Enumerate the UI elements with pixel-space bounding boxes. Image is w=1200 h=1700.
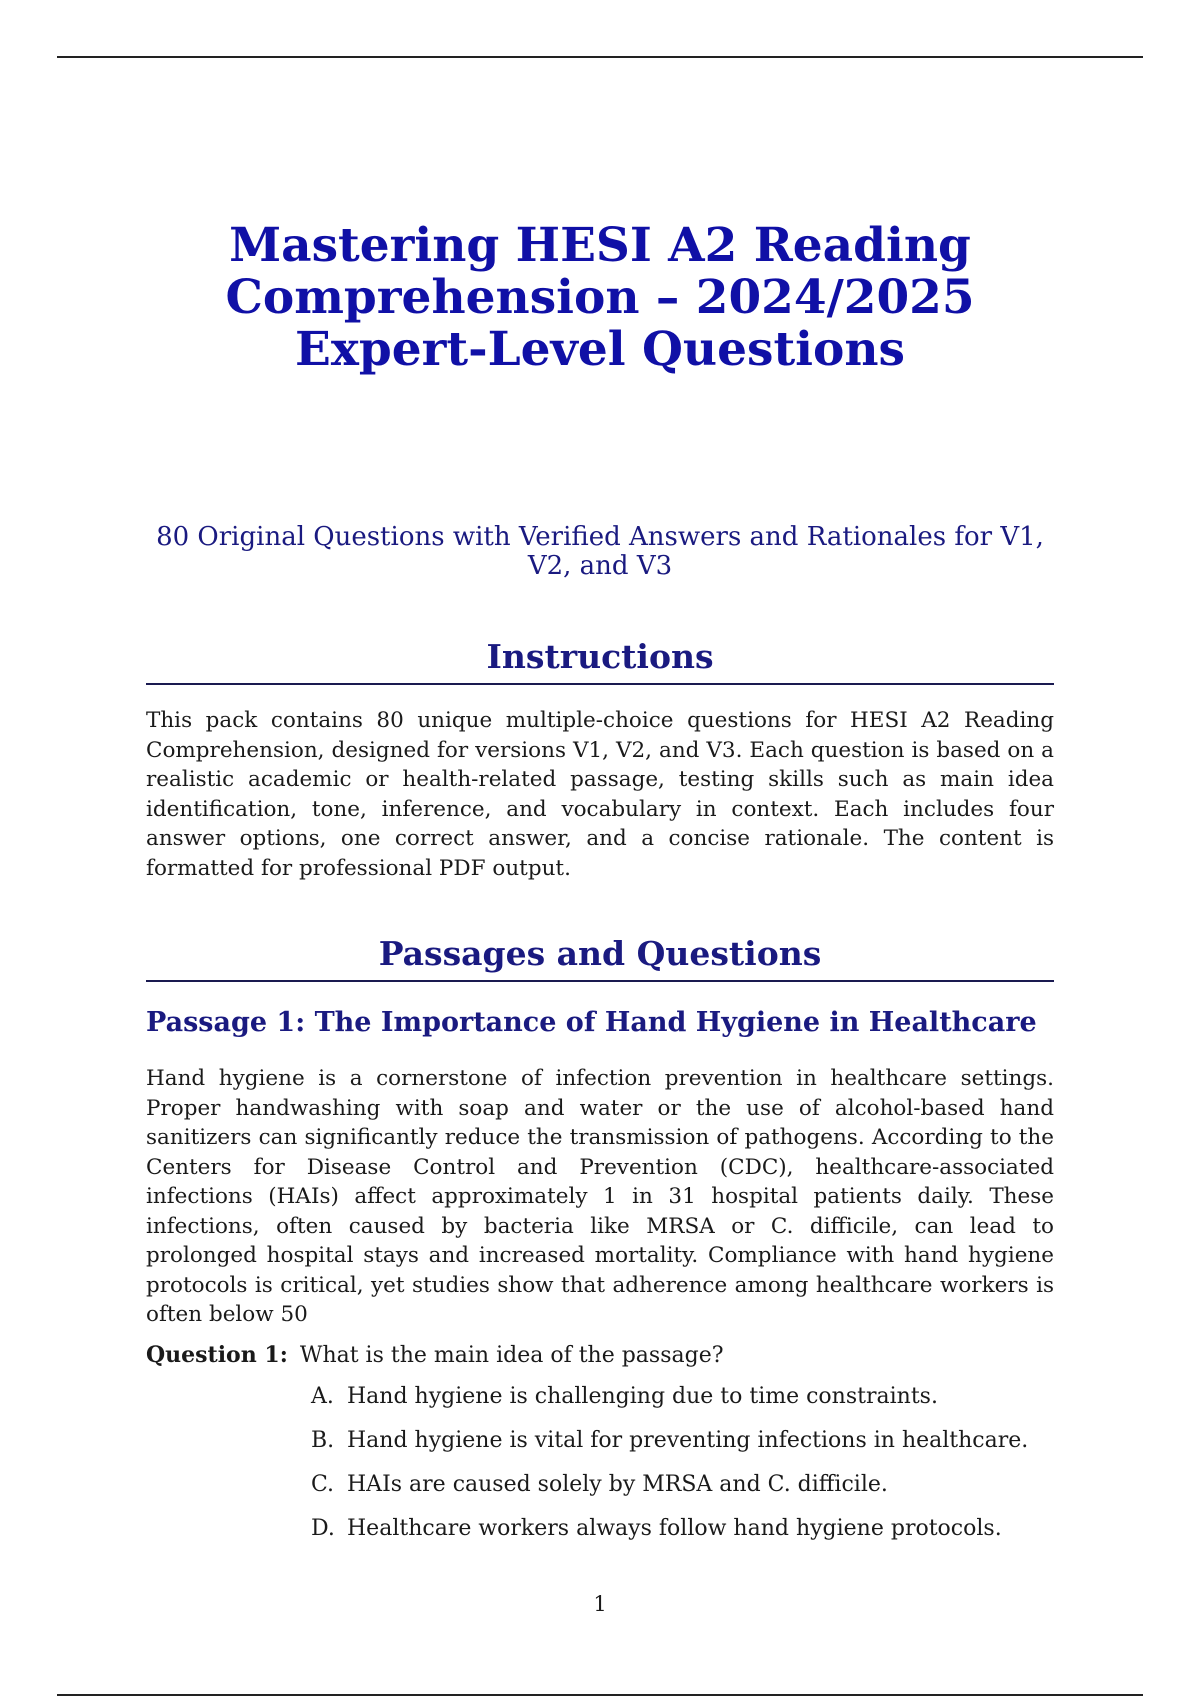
question-1-options bbox=[311, 1382, 1054, 1558]
page-number: 1 bbox=[593, 1592, 607, 1616]
passage-1-body: Hand hygiene is a cornerstone of infection prevention in healthcare settings. Proper handwashing with soap and water or the use of alcohol-based hand sanitizers can significantly reduce the transmission of pathogens. According to the Centers for Disease Control and Prevention (CDC), healthcare-associated infections (HAIs) affect approximately 1 in 31 hospital patients daily. These infections, often caused by bacteria like MRSA or C. difficile, can lead to prolonged hospital stays and increased mortality. Compliance with hand hygiene protocols is critical, yet studies show that adherence among healthcare workers is often below 50 bbox=[146, 1066, 1054, 1327]
document-subtitle: 80 Original Questions with Verified Answers and Rationales for V1, V2, and V3 bbox=[156, 522, 1044, 581]
footer-rule bbox=[57, 1694, 1143, 1696]
passages-heading-rule bbox=[146, 980, 1054, 982]
option-a[interactable] bbox=[311, 1382, 1054, 1426]
option-text: Hand hygiene is challenging due to time constraints. bbox=[347, 1384, 938, 1409]
option-d[interactable] bbox=[311, 1514, 1054, 1558]
option-letter: D. bbox=[311, 1516, 335, 1541]
document-title: Mastering HESI A2 Reading Comprehension – 2024/2025 Expert-Level Questions bbox=[225, 218, 975, 377]
option-text: HAIs are caused solely by MRSA and C. difficile. bbox=[347, 1472, 888, 1497]
option-text: Healthcare workers always follow hand hygiene protocols. bbox=[347, 1516, 1002, 1541]
question-1 bbox=[146, 1340, 1054, 1371]
header-rule bbox=[57, 56, 1143, 58]
passages-heading: Passages and Questions bbox=[378, 934, 822, 973]
question-1-label: Question 1: bbox=[146, 1342, 288, 1368]
option-text: Hand hygiene is vital for preventing infections in healthcare. bbox=[347, 1428, 1029, 1453]
instructions-heading: Instructions bbox=[486, 637, 714, 676]
option-b[interactable] bbox=[311, 1426, 1054, 1470]
instructions-heading-rule bbox=[146, 683, 1054, 685]
question-1-text: What is the main idea of the passage? bbox=[299, 1343, 724, 1368]
option-letter: C. bbox=[311, 1472, 335, 1497]
instructions-body: This pack contains 80 unique multiple-choice questions for HESI A2 Reading Comprehension, designed for versions V1, V2, and V3. Each question is based on a realistic academic or health-related passage, testing skills such as main idea identification, tone, inference, and vocabulary in context. Each includes four answer options, one correct answer, and a concise rationale. The content is formatted for professional PDF output. bbox=[146, 708, 1054, 881]
passage-1-title: Passage 1: The Importance of Hand Hygiene in Healthcare bbox=[146, 1007, 1037, 1038]
option-c[interactable] bbox=[311, 1470, 1054, 1514]
option-letter: B. bbox=[311, 1428, 335, 1453]
option-letter: A. bbox=[311, 1384, 334, 1409]
